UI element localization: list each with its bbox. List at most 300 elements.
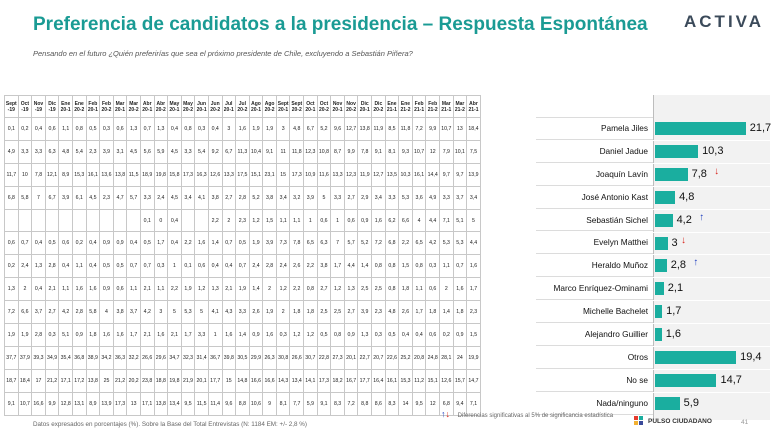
table-cell: 18,4 <box>18 369 32 392</box>
table-cell: 1,8 <box>86 324 100 347</box>
table-cell: 4 <box>412 209 426 232</box>
column-header: Nov 20-1 <box>331 96 345 118</box>
table-cell: 9,1 <box>5 392 19 415</box>
table-cell: 1,9 <box>236 278 250 301</box>
table-cell: 6,7 <box>45 186 59 209</box>
table-cell: 2,7 <box>45 301 59 324</box>
table-row <box>5 301 481 324</box>
table-cell: 1,4 <box>358 255 372 278</box>
bar-value-label: 1,7 <box>666 305 682 318</box>
table-cell: 16,1 <box>412 163 426 186</box>
table-cell: 8,8 <box>236 392 250 415</box>
table-cell: 5,2 <box>317 118 331 141</box>
table-cell: 0,9 <box>344 324 358 347</box>
table-cell: 4,8 <box>385 301 399 324</box>
table-cell: 7,8 <box>290 232 304 255</box>
table-cell: 0,2 <box>440 324 454 347</box>
table-cell: 7,9 <box>440 140 454 163</box>
table-cell: 3,3 <box>32 140 46 163</box>
table-cell: 8,7 <box>331 140 345 163</box>
table-cell: 1,1 <box>59 278 73 301</box>
table-cell: 0,4 <box>208 118 222 141</box>
table-cell: 13,1 <box>72 392 86 415</box>
table-cell: 16,1 <box>385 369 399 392</box>
table-cell: 13 <box>453 118 467 141</box>
table-cell: 0,3 <box>426 255 440 278</box>
table-cell: 16,7 <box>344 369 358 392</box>
table-cell: 2,4 <box>276 255 290 278</box>
table-cell: 0,4 <box>59 255 73 278</box>
table-cell: 1,7 <box>154 232 168 255</box>
table-cell: 0,9 <box>72 324 86 347</box>
table-cell: 2,7 <box>222 186 236 209</box>
column-header: Ene 20-2 <box>72 96 86 118</box>
bar-value-label: 10,3 <box>702 144 724 157</box>
table-cell: 5,1 <box>453 209 467 232</box>
bar-value-label: 1,6 <box>665 328 681 341</box>
table-cell: 20,1 <box>195 369 209 392</box>
table-cell: 0,6 <box>113 278 127 301</box>
table-cell: 0,4 <box>127 232 141 255</box>
table-cell: 20,2 <box>127 369 141 392</box>
table-cell: 18,4 <box>467 118 481 141</box>
column-header: Abr 21-1 <box>467 96 481 118</box>
table-cell: 3,7 <box>127 301 141 324</box>
bar-axis-line <box>653 95 654 420</box>
table-cell: 2,6 <box>249 301 263 324</box>
table-cell: 5 <box>317 186 331 209</box>
row-separator <box>653 140 770 141</box>
row-separator <box>653 392 770 393</box>
bar <box>655 374 716 387</box>
table-cell: 2,7 <box>344 301 358 324</box>
table-cell: 2,2 <box>290 278 304 301</box>
table-cell: 13,8 <box>86 369 100 392</box>
table-cell: 1,6 <box>154 324 168 347</box>
table-cell: 1,9 <box>263 301 277 324</box>
table-row <box>5 118 481 141</box>
brand-logo: ACTIVA <box>684 12 765 31</box>
column-header: Ago 20-1 <box>249 96 263 118</box>
table-cell: 32,3 <box>181 346 195 369</box>
table-cell: 4,4 <box>467 232 481 255</box>
table-cell: 0,1 <box>140 209 154 232</box>
table-cell: 1 <box>304 209 318 232</box>
table-cell: 0,8 <box>372 255 386 278</box>
table-cell: 1,9 <box>5 324 19 347</box>
table-cell: 4,3 <box>222 301 236 324</box>
table-cell: 0,5 <box>45 232 59 255</box>
table-cell: 11,7 <box>5 163 19 186</box>
table-cell: 13 <box>127 392 141 415</box>
table-cell: 4,4 <box>426 209 440 232</box>
table-cell: 14,4 <box>426 163 440 186</box>
table-cell: 22,8 <box>317 346 331 369</box>
table-cell: 5,3 <box>399 186 413 209</box>
table-cell: 2,6 <box>290 255 304 278</box>
table-cell: 8,3 <box>385 392 399 415</box>
candidate-name: Pamela Jiles <box>536 117 653 140</box>
bar-value-label: 2,8 <box>670 259 686 272</box>
table-cell: 0,4 <box>222 255 236 278</box>
legend-text: Diferencias significativas al 5% de significancia estadística <box>457 413 614 419</box>
table-cell: 1,1 <box>154 278 168 301</box>
table-cell: 7,2 <box>412 118 426 141</box>
table-cell: 8,3 <box>331 392 345 415</box>
column-header: Feb 20-1 <box>86 96 100 118</box>
table-cell: 1,6 <box>453 278 467 301</box>
table-cell: 11,3 <box>236 140 250 163</box>
table-cell: 3,3 <box>236 301 250 324</box>
table-cell: 3,3 <box>331 186 345 209</box>
table-cell: 21,2 <box>113 369 127 392</box>
table-cell: 4,8 <box>290 118 304 141</box>
table-row <box>5 186 481 209</box>
table-row <box>5 278 481 301</box>
table-cell <box>59 209 73 232</box>
table-cell: 10,7 <box>18 392 32 415</box>
table-cell: 1,5 <box>467 324 481 347</box>
table-cell: 24,8 <box>426 346 440 369</box>
table-cell: 0,6 <box>195 255 209 278</box>
table-cell: 14 <box>399 392 413 415</box>
table-cell: 2,3 <box>86 140 100 163</box>
table-cell: 15,8 <box>168 163 182 186</box>
table-cell: 12,1 <box>45 163 59 186</box>
table-cell: 1,1 <box>276 209 290 232</box>
table-cell: 6,7 <box>304 118 318 141</box>
table-cell: 26,3 <box>263 346 277 369</box>
table-cell: 1,7 <box>467 278 481 301</box>
table-cell: 37,7 <box>5 346 19 369</box>
table-cell: 1,3 <box>127 118 141 141</box>
table-header-row <box>5 96 481 118</box>
question-subtitle: Pensando en el futuro ¿Quién preferirías que sea el próximo presidente de Chile, excluyendo a Sebastián Piñera? <box>33 49 413 58</box>
table-cell: 31,4 <box>195 346 209 369</box>
table-cell: 1,1 <box>290 209 304 232</box>
column-header: Oct 20-1 <box>304 96 318 118</box>
table-cell: 2,4 <box>249 255 263 278</box>
column-header: Jun 20-1 <box>195 96 209 118</box>
table-cell: 0,6 <box>59 232 73 255</box>
bar <box>655 145 698 158</box>
table-cell: 4,2 <box>140 301 154 324</box>
table-cell: 2,1 <box>222 278 236 301</box>
table-cell: 17,3 <box>317 369 331 392</box>
table-cell: 3,4 <box>276 186 290 209</box>
table-cell: 2,7 <box>344 186 358 209</box>
table-cell: 1,4 <box>249 278 263 301</box>
table-cell: 16,4 <box>372 369 386 392</box>
table-cell: 12 <box>426 140 440 163</box>
table-cell: 0,6 <box>426 324 440 347</box>
column-header: Jul 20-2 <box>236 96 250 118</box>
table-cell: 0,5 <box>385 324 399 347</box>
table-cell: 8,1 <box>385 140 399 163</box>
table-cell: 7,3 <box>276 232 290 255</box>
table-cell: 26,6 <box>140 346 154 369</box>
table-cell: 4,5 <box>127 140 141 163</box>
table-cell: 1,8 <box>453 301 467 324</box>
table-cell: 5,8 <box>18 186 32 209</box>
table-cell: 5,2 <box>358 232 372 255</box>
table-cell: 3 <box>276 118 290 141</box>
table-cell: 1,6 <box>467 255 481 278</box>
table-cell: 3,9 <box>304 186 318 209</box>
column-header: Sept 20-1 <box>276 96 290 118</box>
table-cell: 3,4 <box>372 186 386 209</box>
table-cell <box>181 209 195 232</box>
table-cell: 1,4 <box>440 301 454 324</box>
table-cell: 2,8 <box>45 255 59 278</box>
table-cell: 0,7 <box>236 255 250 278</box>
table-row <box>5 369 481 392</box>
table-cell: 0,5 <box>236 232 250 255</box>
table-cell: 12,6 <box>440 369 454 392</box>
page-number: 41 <box>741 419 749 426</box>
table-cell: 10,9 <box>304 163 318 186</box>
table-cell: 1,2 <box>249 209 263 232</box>
table-cell: 9,5 <box>181 392 195 415</box>
table-cell: 7,8 <box>32 163 46 186</box>
table-cell: 10,8 <box>317 140 331 163</box>
bar <box>655 328 662 341</box>
table-cell: 9,7 <box>440 163 454 186</box>
table-cell: 20,8 <box>412 346 426 369</box>
table-cell: 22,6 <box>385 346 399 369</box>
table-cell: 4,5 <box>168 140 182 163</box>
table-cell: 1,6 <box>100 324 114 347</box>
table-cell: 0,4 <box>168 209 182 232</box>
table-cell: 4,4 <box>344 255 358 278</box>
table-cell: 30,5 <box>236 346 250 369</box>
table-cell: 1,5 <box>263 209 277 232</box>
table-cell: 3,3 <box>140 186 154 209</box>
table-cell: 3,9 <box>358 301 372 324</box>
table-cell: 25,2 <box>399 346 413 369</box>
table-cell: 39,8 <box>222 346 236 369</box>
table-cell: 8,9 <box>59 163 73 186</box>
table-cell: 5,6 <box>140 140 154 163</box>
table-cell: 9,3 <box>399 140 413 163</box>
table-cell: 13,6 <box>100 163 114 186</box>
table-cell: 2,7 <box>317 278 331 301</box>
table-cell: 2,2 <box>304 255 318 278</box>
table-cell: 3,7 <box>453 186 467 209</box>
table-cell: 8,9 <box>86 392 100 415</box>
table-cell: 11,4 <box>208 392 222 415</box>
table-cell: 2,1 <box>168 324 182 347</box>
column-header: Sept 20-2 <box>290 96 304 118</box>
table-cell: 3,8 <box>208 186 222 209</box>
table-cell: 0,8 <box>72 118 86 141</box>
table-cell: 2 <box>18 278 32 301</box>
table-cell: 9,9 <box>45 392 59 415</box>
table-cell: 0,4 <box>208 255 222 278</box>
table-cell: 16,1 <box>86 163 100 186</box>
table-cell: 9,4 <box>453 392 467 415</box>
table-cell: 21,9 <box>181 369 195 392</box>
table-cell: 0,9 <box>453 324 467 347</box>
column-header: Abr 20-2 <box>154 96 168 118</box>
table-cell: 34,9 <box>45 346 59 369</box>
table-cell: 2,1 <box>140 278 154 301</box>
table-row <box>5 140 481 163</box>
table-cell: 8,5 <box>385 118 399 141</box>
row-separator <box>653 254 770 255</box>
table-cell: 18,7 <box>5 369 19 392</box>
table-cell: 12,3 <box>304 140 318 163</box>
table-cell: 18,2 <box>331 369 345 392</box>
table-cell: 1 <box>168 255 182 278</box>
column-header: May 20-2 <box>181 96 195 118</box>
table-cell: 5,3 <box>181 301 195 324</box>
table-cell: 1,1 <box>59 118 73 141</box>
candidate-name: Heraldo Muñoz <box>536 254 653 277</box>
table-cell: 17,5 <box>236 163 250 186</box>
table-cell: 1,1 <box>127 278 141 301</box>
logo-mark-icon <box>634 416 644 426</box>
column-header: Mar 21-1 <box>440 96 454 118</box>
table-cell: 0,6 <box>344 209 358 232</box>
table-cell: 12 <box>426 392 440 415</box>
bar <box>655 191 675 204</box>
table-cell: 9,9 <box>426 118 440 141</box>
table-cell: 0,6 <box>113 118 127 141</box>
table-cell: 4,8 <box>59 140 73 163</box>
table-cell: 3 <box>154 301 168 324</box>
table-cell: 7,1 <box>467 392 481 415</box>
table-cell: 7,2 <box>5 301 19 324</box>
table-cell: 0,5 <box>86 118 100 141</box>
bar <box>655 214 673 227</box>
table-cell: 9 <box>263 392 277 415</box>
table-cell: 1,7 <box>412 301 426 324</box>
column-header: Abr 20-1 <box>140 96 154 118</box>
table-cell: 2,5 <box>331 301 345 324</box>
column-header: Mar 20-2 <box>127 96 141 118</box>
significance-legend <box>441 409 613 419</box>
table-cell: 4 <box>100 301 114 324</box>
table-cell: 9,1 <box>372 140 386 163</box>
table-cell: 39,3 <box>32 346 46 369</box>
table-cell: 0,3 <box>45 324 59 347</box>
table-cell: 2 <box>276 301 290 324</box>
table-cell: 18,8 <box>154 369 168 392</box>
candidate-name: Otros <box>536 346 653 369</box>
table-cell: 10,3 <box>399 163 413 186</box>
table-cell: 6,7 <box>222 140 236 163</box>
table-cell: 11,9 <box>358 163 372 186</box>
table-cell: 13,8 <box>154 392 168 415</box>
table-cell: 12,3 <box>344 163 358 186</box>
table-cell: 15 <box>222 369 236 392</box>
table-cell <box>18 209 32 232</box>
table-cell: 1,6 <box>263 324 277 347</box>
candidate-name: Evelyn Matthei <box>536 231 653 254</box>
table-cell: 1,2 <box>276 278 290 301</box>
table-cell: 3,7 <box>32 301 46 324</box>
table-cell: 5,4 <box>72 140 86 163</box>
column-header: Jun 20-2 <box>208 96 222 118</box>
table-cell: 26,6 <box>290 346 304 369</box>
table-cell: 7 <box>331 232 345 255</box>
table-cell: 18,9 <box>140 163 154 186</box>
table-cell: 0,3 <box>195 118 209 141</box>
table-cell: 0,3 <box>154 255 168 278</box>
table-cell: 1,7 <box>127 324 141 347</box>
table-cell: 7,8 <box>358 140 372 163</box>
table-cell: 0,8 <box>385 255 399 278</box>
table-cell: 0,9 <box>249 324 263 347</box>
table-cell: 4,2 <box>426 232 440 255</box>
table-body <box>5 118 481 416</box>
table-cell: 1,8 <box>290 301 304 324</box>
table-cell: 2,8 <box>263 255 277 278</box>
table-cell: 6,2 <box>385 209 399 232</box>
table-cell: 5,7 <box>344 232 358 255</box>
table-cell: 29,9 <box>249 346 263 369</box>
table-cell: 17,7 <box>358 369 372 392</box>
row-separator <box>653 323 770 324</box>
table-cell: 0 <box>154 209 168 232</box>
table-cell: 1,3 <box>358 324 372 347</box>
table-cell: 13,8 <box>358 118 372 141</box>
table-cell: 3,4 <box>181 186 195 209</box>
table-cell: 1,8 <box>304 301 318 324</box>
table-cell: 0,4 <box>32 278 46 301</box>
column-header: Jul 20-1 <box>222 96 236 118</box>
table-cell: 2,2 <box>168 278 182 301</box>
table-cell: 0,6 <box>45 118 59 141</box>
table-cell: 17,3 <box>113 392 127 415</box>
table-cell: 23,8 <box>140 369 154 392</box>
table-cell: 1,2 <box>304 324 318 347</box>
table-cell: 0,9 <box>113 232 127 255</box>
table-cell: 1,5 <box>399 255 413 278</box>
table-row <box>5 324 481 347</box>
table-cell: 3,4 <box>467 186 481 209</box>
table-cell: 13,9 <box>467 163 481 186</box>
table-cell: 15,1 <box>249 163 263 186</box>
column-header: Feb 20-2 <box>100 96 114 118</box>
table-cell: 10,7 <box>440 118 454 141</box>
table-cell: 4,2 <box>59 301 73 324</box>
table-cell: 2,8 <box>32 324 46 347</box>
column-header: May 20-1 <box>168 96 182 118</box>
table-cell: 5,4 <box>195 140 209 163</box>
table-cell: 5 <box>467 209 481 232</box>
table-cell: 3,9 <box>100 140 114 163</box>
table-cell: 2,3 <box>467 301 481 324</box>
table-cell: 0,8 <box>331 324 345 347</box>
table-cell: 2,2 <box>399 232 413 255</box>
table-cell: 1,1 <box>412 278 426 301</box>
table-cell: 2,5 <box>372 278 386 301</box>
table-cell: 7,2 <box>344 392 358 415</box>
table-cell: 0,7 <box>127 255 141 278</box>
column-header: Nov 20-2 <box>344 96 358 118</box>
table-cell: 34,2 <box>100 346 114 369</box>
table-cell: 2,2 <box>181 232 195 255</box>
column-header: Sept -19 <box>5 96 19 118</box>
table-cell: 0,9 <box>358 209 372 232</box>
row-separator <box>653 277 770 278</box>
table-cell: 0,2 <box>5 255 19 278</box>
table-cell: 5,3 <box>440 232 454 255</box>
column-header: Dic -19 <box>45 96 59 118</box>
table-cell: 2,8 <box>236 186 250 209</box>
